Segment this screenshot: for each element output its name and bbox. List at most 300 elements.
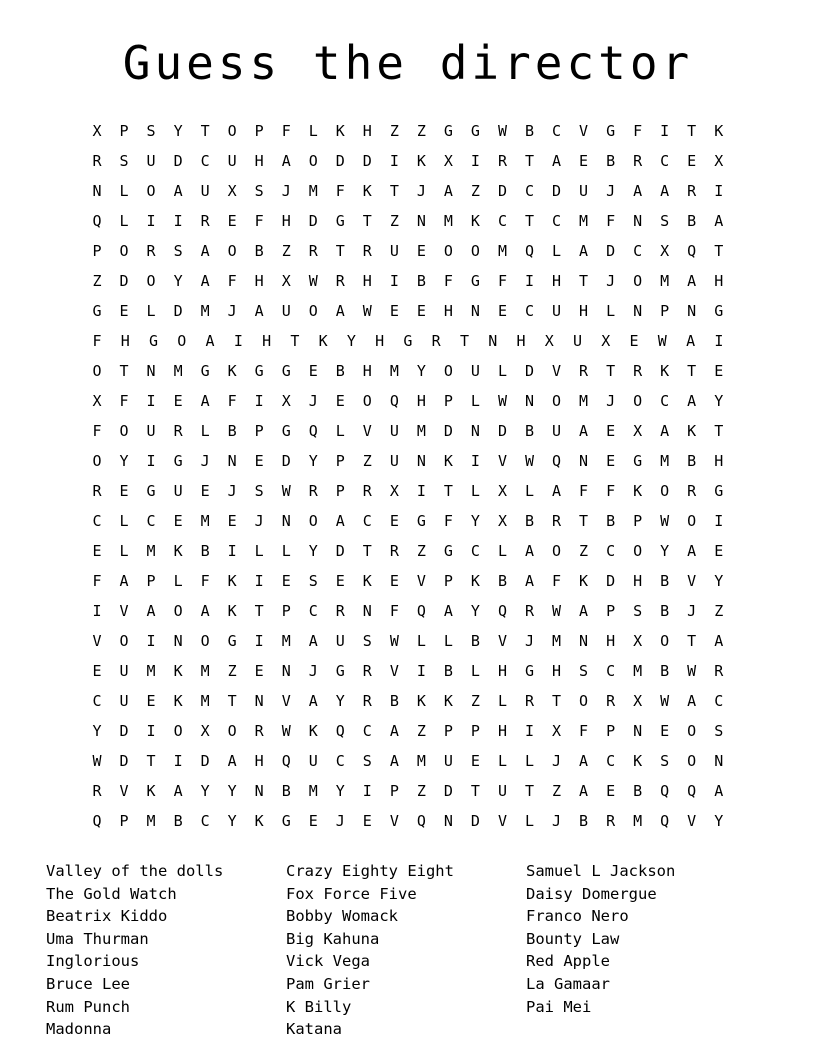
grid-cell[interactable]: H xyxy=(362,122,372,140)
grid-cell[interactable]: V xyxy=(119,602,129,620)
grid-cell[interactable]: Y xyxy=(346,332,356,350)
grid-cell[interactable]: K xyxy=(227,572,237,590)
grid-cell[interactable]: T xyxy=(459,332,469,350)
word-list-item[interactable]: Crazy Eighty Eight xyxy=(286,862,454,880)
grid-cell[interactable]: G xyxy=(281,812,291,830)
grid-cell[interactable]: E xyxy=(335,392,345,410)
grid-cell[interactable]: L xyxy=(497,542,507,560)
grid-cell[interactable]: I xyxy=(524,722,535,740)
grid-cell[interactable]: A xyxy=(714,632,724,650)
grid-cell[interactable]: T xyxy=(389,182,399,200)
grid-cell[interactable]: A xyxy=(714,212,724,230)
grid-cell[interactable]: O xyxy=(660,482,670,500)
grid-cell[interactable]: K xyxy=(579,572,589,590)
grid-cell[interactable]: S xyxy=(254,182,264,200)
grid-cell[interactable]: P xyxy=(281,602,291,620)
grid-cell[interactable]: F xyxy=(579,722,589,740)
grid-cell[interactable]: K xyxy=(416,152,426,170)
grid-cell[interactable]: D xyxy=(200,752,210,770)
grid-cell[interactable]: F xyxy=(633,122,643,140)
grid-cell[interactable]: J xyxy=(552,752,562,770)
grid-cell[interactable]: A xyxy=(281,152,291,170)
grid-cell[interactable]: Y xyxy=(714,572,724,590)
grid-cell[interactable]: T xyxy=(335,242,345,260)
grid-cell[interactable]: F xyxy=(281,122,291,140)
grid-cell[interactable]: O xyxy=(552,392,562,410)
grid-cell[interactable]: M xyxy=(308,782,318,800)
grid-cell[interactable]: C xyxy=(362,512,372,530)
grid-cell[interactable]: J xyxy=(552,812,562,830)
grid-cell[interactable]: D xyxy=(119,722,129,740)
grid-cell[interactable]: L xyxy=(416,632,426,650)
grid-cell[interactable]: M xyxy=(200,692,210,710)
grid-cell[interactable]: Y xyxy=(227,782,237,800)
grid-cell[interactable]: J xyxy=(524,632,535,650)
grid-cell[interactable]: V xyxy=(281,692,291,710)
word-list-item[interactable]: La Gamaar xyxy=(526,974,610,993)
grid-cell[interactable]: O xyxy=(660,632,670,650)
grid-cell[interactable]: P xyxy=(119,812,129,830)
grid-cell[interactable]: L xyxy=(470,482,480,500)
grid-cell[interactable]: R xyxy=(254,722,264,740)
grid-cell[interactable]: L xyxy=(497,362,507,380)
grid-cell[interactable]: O xyxy=(308,512,318,530)
grid-cell[interactable]: D xyxy=(335,152,345,170)
grid-cell[interactable]: F xyxy=(497,272,507,290)
grid-cell[interactable]: W xyxy=(362,302,372,320)
grid-cell[interactable]: L xyxy=(119,512,129,530)
word-list-item[interactable]: Madonna xyxy=(46,1020,112,1039)
grid-cell[interactable]: G xyxy=(281,362,291,380)
grid-cell[interactable]: G xyxy=(606,122,616,140)
grid-cell[interactable]: Z xyxy=(416,722,426,740)
grid-cell[interactable]: U xyxy=(573,332,583,350)
grid-cell[interactable]: R xyxy=(524,602,535,620)
grid-cell[interactable]: L xyxy=(497,692,507,710)
grid-cell[interactable]: N xyxy=(470,302,480,320)
grid-cell[interactable]: A xyxy=(687,692,697,710)
grid-cell[interactable]: O xyxy=(227,722,237,740)
grid-cell[interactable]: K xyxy=(146,782,156,800)
grid-cell[interactable]: K xyxy=(443,692,453,710)
grid-cell[interactable]: P xyxy=(443,722,453,740)
grid-cell[interactable]: Z xyxy=(552,782,562,800)
grid-cell[interactable]: M xyxy=(579,392,589,410)
grid-cell[interactable]: M xyxy=(173,362,183,380)
grid-cell[interactable]: E xyxy=(606,452,616,470)
grid-cell[interactable]: P xyxy=(606,602,616,620)
grid-cell[interactable]: U xyxy=(470,362,480,380)
grid-cell[interactable]: X xyxy=(633,632,643,650)
grid-cell[interactable]: E xyxy=(714,362,724,380)
grid-cell[interactable]: C xyxy=(660,152,670,170)
grid-cell[interactable]: A xyxy=(200,602,210,620)
grid-cell[interactable]: R xyxy=(524,692,535,710)
grid-cell[interactable]: N xyxy=(524,392,535,410)
grid-cell[interactable]: O xyxy=(119,632,129,650)
grid-cell[interactable]: E xyxy=(200,482,210,500)
grid-cell[interactable]: F xyxy=(389,602,399,620)
grid-cell[interactable]: Y xyxy=(119,452,129,470)
grid-cell[interactable]: R xyxy=(687,482,697,500)
grid-cell[interactable]: T xyxy=(606,362,616,380)
grid-cell[interactable]: O xyxy=(687,752,697,770)
grid-cell[interactable]: K xyxy=(227,602,237,620)
grid-cell[interactable]: L xyxy=(524,482,535,500)
grid-cell[interactable]: E xyxy=(92,662,102,680)
grid-cell[interactable]: N xyxy=(470,422,480,440)
grid-cell[interactable]: D xyxy=(173,302,183,320)
grid-cell[interactable]: O xyxy=(687,512,697,530)
grid-cell[interactable]: O xyxy=(92,362,102,380)
grid-cell[interactable]: U xyxy=(552,422,562,440)
grid-cell[interactable]: G xyxy=(254,362,264,380)
grid-cell[interactable]: A xyxy=(227,752,237,770)
grid-cell[interactable]: I xyxy=(173,212,183,230)
grid-cell[interactable]: N xyxy=(281,512,291,530)
grid-cell[interactable]: T xyxy=(552,692,562,710)
grid-cell[interactable]: U xyxy=(119,692,129,710)
grid-cell[interactable]: I xyxy=(254,632,264,650)
grid-cell[interactable]: Y xyxy=(92,722,102,740)
grid-cell[interactable]: F xyxy=(254,212,264,230)
grid-cell[interactable]: F xyxy=(606,482,616,500)
grid-cell[interactable]: X xyxy=(552,722,562,740)
grid-cell[interactable]: J xyxy=(687,602,697,620)
word-list-item[interactable]: Uma Thurman xyxy=(46,929,149,948)
grid-cell[interactable]: B xyxy=(335,362,345,380)
grid-cell[interactable]: J xyxy=(606,272,616,290)
grid-cell[interactable]: C xyxy=(606,662,616,680)
grid-cell[interactable]: X xyxy=(443,152,453,170)
grid-cell[interactable]: E xyxy=(629,332,639,350)
grid-cell[interactable]: J xyxy=(308,392,318,410)
grid-cell[interactable]: L xyxy=(524,752,535,770)
grid-cell[interactable]: K xyxy=(470,212,480,230)
grid-cell[interactable]: M xyxy=(200,302,210,320)
grid-cell[interactable]: Z xyxy=(416,542,426,560)
grid-cell[interactable]: G xyxy=(416,512,426,530)
grid-cell[interactable]: J xyxy=(335,812,345,830)
grid-cell[interactable]: Y xyxy=(714,392,724,410)
grid-cell[interactable]: W xyxy=(389,632,399,650)
grid-cell[interactable]: T xyxy=(579,512,589,530)
grid-cell[interactable]: C xyxy=(200,812,210,830)
grid-cell[interactable]: K xyxy=(633,752,643,770)
grid-cell[interactable]: B xyxy=(606,512,616,530)
grid-cell[interactable]: H xyxy=(362,362,372,380)
grid-cell[interactable]: A xyxy=(524,542,535,560)
word-list-item[interactable]: Fox Force Five xyxy=(286,884,417,903)
grid-cell[interactable]: H xyxy=(262,332,272,350)
grid-cell[interactable]: V xyxy=(687,572,697,590)
grid-cell[interactable]: W xyxy=(497,392,507,410)
grid-cell[interactable]: H xyxy=(362,272,372,290)
grid-cell[interactable]: V xyxy=(92,632,102,650)
grid-cell[interactable]: T xyxy=(254,602,264,620)
grid-cell[interactable]: T xyxy=(362,212,372,230)
grid-cell[interactable]: B xyxy=(687,212,697,230)
grid-cell[interactable]: W xyxy=(281,722,291,740)
grid-cell[interactable]: A xyxy=(552,152,562,170)
grid-cell[interactable]: M xyxy=(443,212,453,230)
grid-cell[interactable]: M xyxy=(579,212,589,230)
grid-cell[interactable]: I xyxy=(254,392,264,410)
word-list-item[interactable]: Vick Vega xyxy=(286,952,370,971)
grid-cell[interactable]: M xyxy=(633,812,643,830)
grid-cell[interactable]: O xyxy=(92,452,102,470)
grid-cell[interactable]: R xyxy=(497,152,507,170)
grid-cell[interactable]: F xyxy=(443,512,453,530)
grid-cell[interactable]: D xyxy=(606,572,616,590)
grid-cell[interactable]: R xyxy=(335,602,345,620)
grid-cell[interactable]: I xyxy=(714,512,724,530)
grid-cell[interactable]: I xyxy=(389,272,399,290)
grid-cell[interactable]: I xyxy=(233,332,243,350)
grid-cell[interactable]: M xyxy=(497,242,507,260)
word-list-item[interactable]: Valley of the dolls xyxy=(46,862,224,880)
grid-cell[interactable]: A xyxy=(687,542,697,560)
grid-cell[interactable]: U xyxy=(308,752,318,770)
grid-cell[interactable]: E xyxy=(416,242,426,260)
grid-cell[interactable]: U xyxy=(335,632,345,650)
grid-cell[interactable]: H xyxy=(443,302,453,320)
grid-cell[interactable]: D xyxy=(443,422,453,440)
grid-cell[interactable]: P xyxy=(606,722,616,740)
grid-cell[interactable]: Y xyxy=(335,692,345,710)
grid-cell[interactable]: R xyxy=(362,692,372,710)
grid-cell[interactable]: X xyxy=(227,182,237,200)
grid-cell[interactable]: R xyxy=(200,212,210,230)
grid-cell[interactable]: T xyxy=(687,632,697,650)
grid-cell[interactable]: X xyxy=(92,392,102,410)
grid-cell[interactable]: Q xyxy=(687,782,697,800)
grid-cell[interactable]: E xyxy=(254,452,264,470)
grid-cell[interactable]: C xyxy=(308,602,318,620)
grid-cell[interactable]: R xyxy=(173,422,183,440)
word-list-item[interactable]: Pai Mei xyxy=(526,997,592,1016)
grid-cell[interactable]: K xyxy=(687,422,697,440)
grid-cell[interactable]: E xyxy=(687,152,697,170)
grid-cell[interactable]: R xyxy=(389,542,399,560)
word-list-item[interactable]: Daisy Domergue xyxy=(526,884,657,903)
grid-cell[interactable]: Y xyxy=(200,782,210,800)
grid-cell[interactable]: K xyxy=(470,572,480,590)
grid-cell[interactable]: C xyxy=(146,512,156,530)
grid-cell[interactable]: G xyxy=(92,302,102,320)
grid-cell[interactable]: H xyxy=(120,332,130,350)
grid-cell[interactable]: G xyxy=(146,482,156,500)
grid-cell[interactable]: Q xyxy=(416,812,426,830)
grid-cell[interactable]: J xyxy=(227,302,237,320)
grid-cell[interactable]: L xyxy=(335,422,345,440)
grid-cell[interactable]: L xyxy=(146,302,156,320)
grid-cell[interactable]: B xyxy=(687,452,697,470)
grid-cell[interactable]: C xyxy=(497,212,507,230)
grid-cell[interactable]: T xyxy=(470,782,480,800)
grid-cell[interactable]: B xyxy=(443,662,453,680)
grid-cell[interactable]: P xyxy=(470,722,480,740)
grid-cell[interactable]: N xyxy=(633,302,643,320)
grid-cell[interactable]: K xyxy=(416,692,426,710)
grid-cell[interactable]: E xyxy=(173,392,183,410)
grid-cell[interactable]: K xyxy=(308,722,318,740)
grid-cell[interactable]: R xyxy=(633,152,643,170)
grid-cell[interactable]: H xyxy=(497,722,507,740)
grid-cell[interactable]: G xyxy=(200,362,210,380)
grid-cell[interactable]: A xyxy=(443,602,453,620)
grid-cell[interactable]: G xyxy=(443,542,453,560)
grid-cell[interactable]: H xyxy=(254,272,264,290)
grid-cell[interactable]: H xyxy=(552,272,562,290)
grid-cell[interactable]: A xyxy=(579,782,589,800)
grid-cell[interactable]: I xyxy=(416,662,426,680)
grid-cell[interactable]: N xyxy=(146,362,156,380)
grid-cell[interactable]: E xyxy=(606,422,616,440)
grid-cell[interactable]: M xyxy=(200,662,210,680)
grid-cell[interactable]: H xyxy=(714,452,724,470)
grid-cell[interactable]: Y xyxy=(308,452,318,470)
grid-cell[interactable]: Q xyxy=(281,752,291,770)
grid-cell[interactable]: N xyxy=(687,302,697,320)
grid-cell[interactable]: T xyxy=(146,752,156,770)
grid-cell[interactable]: T xyxy=(687,122,697,140)
grid-cell[interactable]: G xyxy=(524,662,535,680)
grid-cell[interactable]: S xyxy=(254,482,264,500)
grid-cell[interactable]: O xyxy=(173,722,183,740)
grid-cell[interactable]: Z xyxy=(470,692,480,710)
grid-cell[interactable]: K xyxy=(443,452,453,470)
grid-cell[interactable]: X xyxy=(660,242,670,260)
grid-cell[interactable]: D xyxy=(497,182,507,200)
grid-cell[interactable]: D xyxy=(470,812,480,830)
grid-cell[interactable]: L xyxy=(119,542,129,560)
grid-cell[interactable]: I xyxy=(146,212,156,230)
grid-cell[interactable]: W xyxy=(308,272,318,290)
grid-cell[interactable]: I xyxy=(92,602,102,620)
grid-cell[interactable]: O xyxy=(173,602,183,620)
grid-cell[interactable]: Y xyxy=(227,812,237,830)
grid-cell[interactable]: V xyxy=(416,572,426,590)
grid-cell[interactable]: Y xyxy=(335,782,345,800)
grid-cell[interactable]: A xyxy=(660,422,670,440)
grid-cell[interactable]: L xyxy=(200,422,210,440)
grid-cell[interactable]: U xyxy=(389,452,399,470)
grid-cell[interactable]: W xyxy=(524,452,535,470)
grid-cell[interactable]: Q xyxy=(92,812,102,830)
grid-cell[interactable]: H xyxy=(714,272,724,290)
grid-cell[interactable]: D xyxy=(362,152,372,170)
grid-cell[interactable]: S xyxy=(173,242,183,260)
grid-cell[interactable]: V xyxy=(497,812,507,830)
grid-cell[interactable]: C xyxy=(524,182,535,200)
grid-cell[interactable]: L xyxy=(308,122,318,140)
grid-cell[interactable]: U xyxy=(579,182,589,200)
grid-cell[interactable]: P xyxy=(443,392,453,410)
grid-cell[interactable]: J xyxy=(416,182,426,200)
grid-cell[interactable]: O xyxy=(227,242,237,260)
grid-cell[interactable]: X xyxy=(633,422,643,440)
grid-cell[interactable]: Z xyxy=(389,212,399,230)
grid-cell[interactable]: M xyxy=(633,662,643,680)
grid-cell[interactable]: M xyxy=(146,542,156,560)
grid-cell[interactable]: U xyxy=(146,152,156,170)
grid-cell[interactable]: E xyxy=(281,572,291,590)
grid-cell[interactable]: C xyxy=(633,242,643,260)
grid-cell[interactable]: N xyxy=(254,782,264,800)
grid-cell[interactable]: F xyxy=(92,422,102,440)
grid-cell[interactable]: H xyxy=(606,632,616,650)
grid-cell[interactable]: E xyxy=(470,752,480,770)
word-list-item[interactable]: Bruce Lee xyxy=(46,974,130,993)
grid-cell[interactable]: Y xyxy=(470,512,480,530)
grid-cell[interactable]: P xyxy=(92,242,102,260)
grid-cell[interactable]: W xyxy=(497,122,507,140)
grid-cell[interactable]: I xyxy=(660,122,670,140)
grid-cell[interactable]: U xyxy=(389,242,399,260)
grid-cell[interactable]: Z xyxy=(470,182,480,200)
grid-cell[interactable]: K xyxy=(633,482,643,500)
grid-cell[interactable]: M xyxy=(416,422,426,440)
grid-cell[interactable]: R xyxy=(431,332,441,350)
grid-cell[interactable]: A xyxy=(335,512,345,530)
grid-cell[interactable]: N xyxy=(633,722,643,740)
grid-cell[interactable]: R xyxy=(579,362,589,380)
grid-cell[interactable]: W xyxy=(660,692,670,710)
word-list-item[interactable]: Bobby Womack xyxy=(286,907,398,926)
grid-cell[interactable]: A xyxy=(200,392,210,410)
grid-cell[interactable]: Q xyxy=(92,212,102,230)
grid-cell[interactable]: T xyxy=(119,362,129,380)
grid-cell[interactable]: C xyxy=(606,752,616,770)
grid-cell[interactable]: W xyxy=(92,752,102,770)
grid-cell[interactable]: O xyxy=(362,392,372,410)
grid-cell[interactable]: S xyxy=(362,632,372,650)
grid-cell[interactable]: S xyxy=(362,752,372,770)
grid-cell[interactable]: A xyxy=(524,572,535,590)
grid-cell[interactable]: H xyxy=(579,302,589,320)
grid-cell[interactable]: V xyxy=(579,122,589,140)
grid-cell[interactable]: K xyxy=(318,332,328,350)
grid-cell[interactable]: F xyxy=(443,272,453,290)
grid-cell[interactable]: B xyxy=(254,242,264,260)
grid-cell[interactable]: O xyxy=(579,692,589,710)
word-list-item[interactable]: Bounty Law xyxy=(526,929,620,948)
grid-cell[interactable]: N xyxy=(488,332,498,350)
grid-cell[interactable]: M xyxy=(308,182,318,200)
grid-cell[interactable]: Y xyxy=(416,362,426,380)
grid-cell[interactable]: S xyxy=(714,722,724,740)
grid-cell[interactable]: L xyxy=(606,302,616,320)
grid-cell[interactable]: H xyxy=(281,212,291,230)
grid-cell[interactable]: G xyxy=(149,332,159,350)
grid-cell[interactable]: C xyxy=(714,692,724,710)
grid-cell[interactable]: B xyxy=(660,662,670,680)
grid-cell[interactable]: C xyxy=(660,392,670,410)
grid-cell[interactable]: I xyxy=(470,152,480,170)
grid-cell[interactable]: H xyxy=(254,152,264,170)
grid-cell[interactable]: T xyxy=(524,782,535,800)
grid-cell[interactable]: E xyxy=(254,662,264,680)
grid-cell[interactable]: F xyxy=(119,392,129,410)
grid-cell[interactable]: U xyxy=(146,422,156,440)
word-list-item[interactable]: K Billy xyxy=(286,997,352,1016)
grid-cell[interactable]: Y xyxy=(173,122,183,140)
grid-cell[interactable]: M xyxy=(552,632,562,650)
grid-cell[interactable]: T xyxy=(687,362,697,380)
grid-cell[interactable]: X xyxy=(497,482,507,500)
grid-cell[interactable]: B xyxy=(524,122,535,140)
